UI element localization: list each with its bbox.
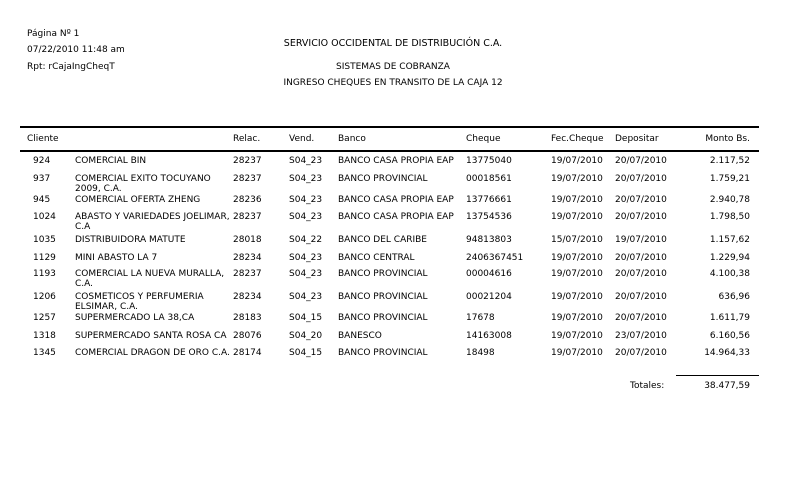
- cell-cheque: 2406367451: [466, 253, 524, 263]
- cell-client-name: COSMETICOS Y PERFUMERIA ELSIMAR, C.A.: [75, 292, 204, 312]
- cell-client-name: SUPERMERCADO SANTA ROSA CA: [75, 331, 227, 341]
- cell-relac: 28237: [233, 156, 262, 166]
- cell-client-name: ABASTO Y VARIEDADES JOELIMAR, C.A: [75, 212, 230, 232]
- cell-client-name: MINI ABASTO LA 7: [75, 253, 158, 263]
- cell-client-name: COMERCIAL LA NUEVA MURALLA, C.A.: [75, 269, 225, 289]
- cell-fec-cheque: 19/07/2010: [551, 313, 603, 323]
- header-top-rule: [20, 126, 759, 128]
- table-row: [0, 235, 786, 253]
- cell-monto: 2.117,52: [709, 156, 750, 166]
- col-header-depositar: Depositar: [615, 134, 659, 144]
- cell-fec-cheque: 19/07/2010: [551, 253, 603, 263]
- cell-vend: S04_22: [289, 235, 323, 245]
- cell-banco: BANCO PROVINCIAL: [338, 348, 428, 358]
- cell-client-name: COMERCIAL OFERTA ZHENG: [75, 195, 201, 205]
- cell-vend: S04_23: [289, 292, 323, 302]
- totals-value: 38.477,59: [704, 381, 750, 391]
- cell-depositar: 20/07/2010: [615, 313, 667, 323]
- table-row: [0, 269, 786, 287]
- cell-client-name: COMERCIAL BIN: [75, 156, 147, 166]
- table-row: [0, 348, 786, 366]
- cell-monto: 1.229,94: [709, 253, 750, 263]
- cell-client-name: COMERCIAL DRAGON DE ORO C.A.: [75, 348, 230, 358]
- cell-banco: BANCO CENTRAL: [338, 253, 415, 263]
- cell-cheque: 00004616: [466, 269, 512, 279]
- cell-client-name: SUPERMERCADO LA 38,CA: [75, 313, 195, 323]
- cell-fec-cheque: 19/07/2010: [551, 292, 603, 302]
- cell-fec-cheque: 19/07/2010: [551, 212, 603, 222]
- cell-code: 937: [33, 174, 51, 184]
- cell-depositar: 20/07/2010: [615, 195, 667, 205]
- cell-monto: 14.964,33: [704, 348, 750, 358]
- cell-depositar: 20/07/2010: [615, 348, 667, 358]
- cell-code: 1193: [33, 269, 56, 279]
- totals-rule: [676, 375, 759, 376]
- cell-relac: 28183: [233, 313, 262, 323]
- table-row: [0, 195, 786, 213]
- cell-fec-cheque: 19/07/2010: [551, 156, 603, 166]
- cell-banco: BANCO DEL CARIBE: [338, 235, 427, 245]
- cell-depositar: 23/07/2010: [615, 331, 667, 341]
- col-header-vend: Vend.: [289, 134, 315, 144]
- col-header-banco: Banco: [338, 134, 366, 144]
- system-name: SISTEMAS DE COBRANZA: [336, 62, 450, 72]
- col-header-fec-cheque: Fec.Cheque: [551, 134, 604, 144]
- cell-cheque: 00021204: [466, 292, 512, 302]
- cell-code: 1129: [33, 253, 56, 263]
- cell-code: 1024: [33, 212, 56, 222]
- cell-relac: 28018: [233, 235, 262, 245]
- cell-monto: 4.100,38: [709, 269, 750, 279]
- cell-vend: S04_23: [289, 195, 323, 205]
- cell-relac: 28237: [233, 174, 262, 184]
- cell-banco: BANCO CASA PROPIA EAP: [338, 212, 454, 222]
- report-datetime: 07/22/2010 11:48 am: [27, 45, 125, 55]
- cell-cheque: 94813803: [466, 235, 512, 245]
- cell-code: 945: [33, 195, 51, 205]
- cell-fec-cheque: 19/07/2010: [551, 174, 603, 184]
- cell-monto: 1.798,50: [709, 212, 750, 222]
- cell-cheque: 18498: [466, 348, 495, 358]
- table-row: [0, 313, 786, 331]
- cell-depositar: 20/07/2010: [615, 156, 667, 166]
- cell-fec-cheque: 19/07/2010: [551, 195, 603, 205]
- col-header-cliente: Cliente: [27, 134, 59, 144]
- cell-cheque: 13754536: [466, 212, 512, 222]
- cell-cheque: 13776661: [466, 195, 512, 205]
- header-bottom-rule: [20, 150, 759, 152]
- cell-depositar: 20/07/2010: [615, 292, 667, 302]
- cell-vend: S04_23: [289, 156, 323, 166]
- cell-banco: BANCO PROVINCIAL: [338, 313, 428, 323]
- cell-code: 1318: [33, 331, 56, 341]
- cell-code: 1035: [33, 235, 56, 245]
- cell-vend: S04_23: [289, 269, 323, 279]
- col-header-relac: Relac.: [233, 134, 261, 144]
- cell-client-name: COMERCIAL EXITO TOCUYANO 2009, C.A.: [75, 174, 211, 194]
- cell-cheque: 13775040: [466, 156, 512, 166]
- cell-vend: S04_23: [289, 253, 323, 263]
- cell-fec-cheque: 19/07/2010: [551, 331, 603, 341]
- report-title: INGRESO CHEQUES EN TRANSITO DE LA CAJA 12: [283, 78, 503, 88]
- cell-vend: S04_20: [289, 331, 323, 341]
- page-number: Página Nº 1: [27, 29, 80, 39]
- cell-relac: 28234: [233, 253, 262, 263]
- cell-depositar: 20/07/2010: [615, 253, 667, 263]
- col-header-cheque: Cheque: [466, 134, 501, 144]
- cell-code: 924: [33, 156, 51, 166]
- cell-fec-cheque: 19/07/2010: [551, 269, 603, 279]
- cell-fec-cheque: 19/07/2010: [551, 348, 603, 358]
- cell-monto: 1.157,62: [709, 235, 750, 245]
- cell-depositar: 20/07/2010: [615, 269, 667, 279]
- cell-code: 1257: [33, 313, 56, 323]
- cell-vend: S04_15: [289, 313, 323, 323]
- cell-depositar: 19/07/2010: [615, 235, 667, 245]
- cell-monto: 2.940,78: [709, 195, 750, 205]
- cell-depositar: 20/07/2010: [615, 174, 667, 184]
- table-row: [0, 212, 786, 230]
- table-row: [0, 174, 786, 192]
- cell-relac: 28174: [233, 348, 262, 358]
- cell-monto: 1.611,79: [709, 313, 750, 323]
- cell-relac: 28236: [233, 195, 262, 205]
- cell-vend: S04_15: [289, 348, 323, 358]
- cell-cheque: 00018561: [466, 174, 512, 184]
- cell-banco: BANCO CASA PROPIA EAP: [338, 195, 454, 205]
- cell-cheque: 17678: [466, 313, 495, 323]
- cell-code: 1345: [33, 348, 56, 358]
- cell-banco: BANESCO: [338, 331, 382, 341]
- cell-monto: 636,96: [718, 292, 750, 302]
- table-row: [0, 331, 786, 349]
- cell-monto: 6.160,56: [709, 331, 750, 341]
- cell-banco: BANCO PROVINCIAL: [338, 292, 428, 302]
- cell-vend: S04_23: [289, 174, 323, 184]
- cell-cheque: 14163008: [466, 331, 512, 341]
- totals-label: Totales:: [630, 381, 665, 391]
- cell-depositar: 20/07/2010: [615, 212, 667, 222]
- cell-relac: 28234: [233, 292, 262, 302]
- cell-code: 1206: [33, 292, 56, 302]
- cell-banco: BANCO PROVINCIAL: [338, 174, 428, 184]
- table-row: [0, 292, 786, 310]
- cell-fec-cheque: 15/07/2010: [551, 235, 603, 245]
- cell-client-name: DISTRIBUIDORA MATUTE: [75, 235, 186, 245]
- report-id: Rpt: rCajaIngCheqT: [27, 62, 115, 72]
- company-name: SERVICIO OCCIDENTAL DE DISTRIBUCIÓN C.A.: [283, 38, 503, 49]
- cell-monto: 1.759,21: [709, 174, 750, 184]
- cell-relac: 28237: [233, 212, 262, 222]
- col-header-monto: Monto Bs.: [705, 134, 750, 144]
- cell-relac: 28237: [233, 269, 262, 279]
- cell-relac: 28076: [233, 331, 262, 341]
- cell-banco: BANCO PROVINCIAL: [338, 269, 428, 279]
- table-row: [0, 156, 786, 174]
- cell-vend: S04_23: [289, 212, 323, 222]
- cell-banco: BANCO CASA PROPIA EAP: [338, 156, 454, 166]
